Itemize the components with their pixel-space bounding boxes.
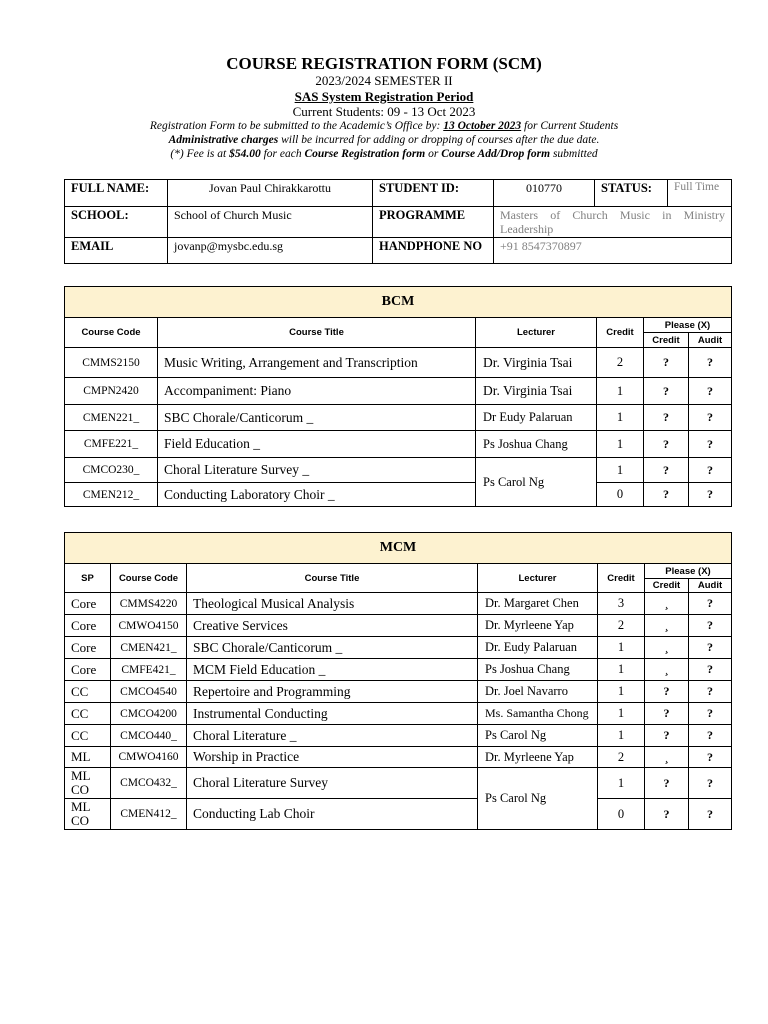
status-field[interactable]: Full Time [668,180,732,207]
credit: 1 [598,725,645,747]
credit-checkbox[interactable]: ¸ [645,637,689,659]
course-title: Choral Literature Survey _ [158,458,476,483]
course-code: CMFE221_ [65,431,158,458]
due-date: 13 October 2023 [443,120,522,132]
audit-checkbox[interactable]: ? [689,747,732,768]
audit-checkbox[interactable]: ? [689,768,732,799]
full-name-label: FULL NAME: [65,180,168,207]
course-title: MCM Field Education _ [187,659,478,681]
credit-checkbox[interactable]: ? [645,725,689,747]
credit: 2 [598,747,645,768]
table-row [65,348,732,378]
lecturer: Dr. Myrleene Yap [478,615,598,637]
email-field[interactable]: jovanp@mysbc.edu.sg [168,238,373,264]
lecturer: Ps Carol Ng [476,458,597,507]
table-row [65,378,732,405]
registration-period: SAS System Registration Period [294,89,474,104]
col-sub-credit: Credit [644,333,689,348]
table-row [65,799,732,830]
audit-checkbox[interactable]: ? [689,799,732,830]
col-sp: SP [65,564,111,593]
credit-checkbox[interactable]: ¸ [645,659,689,681]
full-name-field[interactable]: Jovan Paul Chirakkarottu [168,180,373,207]
course-title: Creative Services [187,615,478,637]
lecturer: Ps Carol Ng [478,725,598,747]
course-title: SBC Chorale/Canticorum _ [187,637,478,659]
credit-checkbox[interactable]: ? [645,799,689,830]
col-course-code: Course Code [65,318,158,348]
course-code: CMWO4150 [111,615,187,637]
col-credit: Credit [598,564,645,593]
col-please-mark: Please (X) [645,564,732,579]
credit: 1 [598,703,645,725]
table-row [65,768,732,799]
course-code: CMEN221_ [65,405,158,431]
status-label: STATUS: [595,180,668,207]
credit-checkbox[interactable]: ? [645,703,689,725]
col-course-title: Course Title [158,318,476,348]
course-title: SBC Chorale/Canticorum _ [158,405,476,431]
sp-code: Core [65,615,111,637]
table-row [65,703,732,725]
student-info-table [64,179,732,264]
audit-checkbox[interactable]: ? [689,703,732,725]
credit: 1 [597,378,644,405]
col-sub-audit: Audit [689,579,732,593]
audit-checkbox[interactable]: ? [689,483,732,507]
handphone-field[interactable]: +91 8547370897 [494,238,732,264]
course-code: CMEN421_ [111,637,187,659]
school-field[interactable]: School of Church Music [168,207,373,238]
sp-code: Core [65,659,111,681]
table-row [65,458,732,483]
col-course-code: Course Code [111,564,187,593]
credit-checkbox[interactable]: ? [644,405,689,431]
table-row [65,747,732,768]
credit: 1 [598,681,645,703]
lecturer: Ps Carol Ng [478,768,598,830]
audit-checkbox[interactable]: ? [689,593,732,615]
fee-amount: $54.00 [229,148,261,160]
lecturer: Dr. Eudy Palaruan [478,637,598,659]
course-title: Conducting Lab Choir [187,799,478,830]
credit: 1 [597,458,644,483]
table-row [65,483,732,507]
handphone-label: HANDPHONE NO [373,238,494,264]
course-title: Choral Literature Survey [187,768,478,799]
col-sub-audit: Audit [689,333,732,348]
table-row [65,431,732,458]
mcm-section-title: MCM [65,533,732,564]
student-id-field[interactable]: 010770 [494,180,595,207]
mcm-course-table [64,532,732,830]
submission-note: Registration Form to be submitted to the Academic’s Office by: 13 October 2023 for Current Students [149,120,619,132]
credit-checkbox[interactable]: ? [645,768,689,799]
course-title: Accompaniment: Piano [158,378,476,405]
col-please-mark: Please (X) [644,318,732,333]
current-students-dates: Current Students: 09 - 13 Oct 2023 [292,104,476,119]
table-row [65,725,732,747]
bcm-course-table [64,286,732,507]
bcm-section-title: BCM [65,287,732,318]
course-title: Repertoire and Programming [187,681,478,703]
audit-checkbox[interactable]: ? [689,378,732,405]
programme-field[interactable]: Masters of Church Music in Ministry Leadership [494,207,732,238]
sp-code: CC [65,703,111,725]
course-code: CMCO230_ [65,458,158,483]
table-row [65,659,732,681]
course-title: Music Writing, Arrangement and Transcription [158,348,476,378]
sp-code: CC [65,681,111,703]
credit-checkbox[interactable]: ? [644,483,689,507]
lecturer: Ps Joshua Chang [478,659,598,681]
lecturer: Dr. Myrleene Yap [478,747,598,768]
course-code: CMWO4160 [111,747,187,768]
col-course-title: Course Title [187,564,478,593]
audit-checkbox[interactable]: ? [689,458,732,483]
table-row [65,637,732,659]
credit: 1 [598,659,645,681]
table-row [65,405,732,431]
lecturer: Ms. Samantha Chong [478,703,598,725]
col-sub-credit: Credit [645,579,689,593]
credit-checkbox[interactable]: ¸ [645,593,689,615]
lecturer: Ps Joshua Chang [476,431,597,458]
sp-code: ML CO [65,799,111,830]
credit-checkbox[interactable]: ¸ [645,615,689,637]
course-title: Conducting Laboratory Choir _ [158,483,476,507]
audit-checkbox[interactable]: ? [689,659,732,681]
table-row [65,593,732,615]
course-code: CMEN212_ [65,483,158,507]
form-title: COURSE REGISTRATION FORM (SCM) [226,54,542,73]
course-title: Choral Literature _ [187,725,478,747]
col-credit: Credit [597,318,644,348]
col-lecturer: Lecturer [476,318,597,348]
course-code: CMFE421_ [111,659,187,681]
student-id-label: STUDENT ID: [373,180,494,207]
table-row [65,681,732,703]
credit: 1 [597,405,644,431]
course-title: Instrumental Conducting [187,703,478,725]
audit-checkbox[interactable]: ? [689,615,732,637]
credit: 1 [598,637,645,659]
col-lecturer: Lecturer [478,564,598,593]
sp-code: CC [65,725,111,747]
course-code: CMCO440_ [111,725,187,747]
course-code: CMMS4220 [111,593,187,615]
lecturer: Dr. Margaret Chen [478,593,598,615]
credit: 1 [597,431,644,458]
audit-checkbox[interactable]: ? [689,405,732,431]
table-row [65,615,732,637]
credit: 0 [598,799,645,830]
credit-checkbox[interactable]: ? [644,458,689,483]
credit: 0 [597,483,644,507]
audit-checkbox[interactable]: ? [689,637,732,659]
course-title: Field Education _ [158,431,476,458]
sp-code: Core [65,593,111,615]
credit-checkbox[interactable]: ? [644,431,689,458]
credit-checkbox[interactable]: ? [644,348,689,378]
lecturer: Dr. Joel Navarro [478,681,598,703]
audit-checkbox[interactable]: ? [689,431,732,458]
email-label: EMAIL [65,238,168,264]
audit-checkbox[interactable]: ? [689,681,732,703]
audit-checkbox[interactable]: ? [689,348,732,378]
credit-checkbox[interactable]: ? [645,681,689,703]
lecturer: Dr Eudy Palaruan [476,405,597,431]
programme-label: PROGRAMME [373,207,494,238]
credit-checkbox[interactable]: ? [644,378,689,405]
course-title: Worship in Practice [187,747,478,768]
fee-note: (*) Fee is at $54.00 for each Course Registration form or Course Add/Drop form submitted [170,148,598,160]
sp-code: ML CO [65,768,111,799]
course-title: Theological Musical Analysis [187,593,478,615]
admin-charges-note: Administrative charges will be incurred for adding or dropping of courses after the due date. [168,134,600,146]
credit: 2 [597,348,644,378]
credit: 1 [598,768,645,799]
credit-checkbox[interactable]: ¸ [645,747,689,768]
course-code: CMMS2150 [65,348,158,378]
credit: 2 [598,615,645,637]
course-code: CMPN2420 [65,378,158,405]
school-label: SCHOOL: [65,207,168,238]
semester-label: 2023/2024 SEMESTER II [315,73,453,88]
audit-checkbox[interactable]: ? [689,725,732,747]
lecturer: Dr. Virginia Tsai [476,348,597,378]
lecturer: Dr. Virginia Tsai [476,378,597,405]
course-code: CMCO4200 [111,703,187,725]
credit: 3 [598,593,645,615]
course-code: CMEN412_ [111,799,187,830]
course-code: CMCO4540 [111,681,187,703]
sp-code: Core [65,637,111,659]
sp-code: ML [65,747,111,768]
course-code: CMCO432_ [111,768,187,799]
